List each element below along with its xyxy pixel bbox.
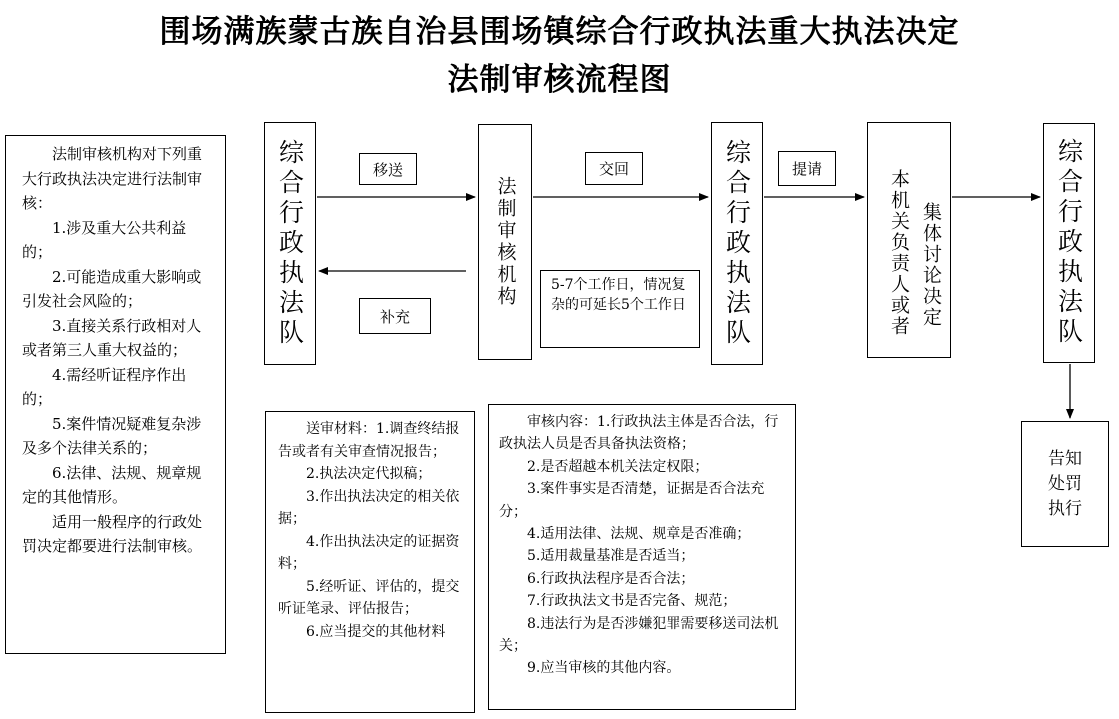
criteria-item: 6.法律、法规、规章规定的其他情形。 <box>22 463 202 506</box>
edge-label-transfer: 移送 <box>359 153 417 185</box>
review-item: 8.违法行为是否涉嫌犯罪需要移送司法机关； <box>499 615 779 655</box>
materials-item: 送审材料：1.调查终结报告或者有关审查情况报告； <box>278 421 460 460</box>
diagram-title-line1: 围场满族蒙古族自治县围场镇综合行政执法重大执法决定 <box>159 14 960 50</box>
review-item: 5.适用裁量基准是否适当； <box>527 548 695 565</box>
review-duration-note: 5-7个工作日，情况复杂的可延长5个工作日 <box>540 270 700 348</box>
leader-decision-col1: 本机关负责人或者 <box>888 169 910 337</box>
notify-label: 告知处罚执行 <box>1048 448 1082 519</box>
node-enforcement-team-1: 综合行政执法队 <box>264 122 316 365</box>
review-item: 2.是否超越本机关法定权限； <box>527 458 709 475</box>
node-enforcement-team-2: 综合行政执法队 <box>711 122 763 365</box>
criteria-item: 法制审核机构对下列重大行政执法决定进行法制审核： <box>22 145 203 212</box>
review-item: 4.适用法律、法规、规章是否准确； <box>527 526 751 543</box>
diagram-title-line2: 法制审核流程图 <box>447 62 672 98</box>
criteria-item: 3.直接关系行政相对人或者第三人重大权益的； <box>22 316 202 359</box>
edge-label-return: 交回 <box>585 152 643 185</box>
submission-materials-box <box>265 411 475 713</box>
materials-item: 4.作出执法决定的证据资料； <box>278 533 460 572</box>
criteria-item: 5.案件情况疑难复杂涉及多个法律关系的； <box>22 414 202 457</box>
edge-label-submit: 提请 <box>778 151 836 186</box>
criteria-item: 1.涉及重大公共利益的； <box>22 218 187 261</box>
criteria-item: 2.可能造成重大影响或引发社会风险的； <box>22 267 202 310</box>
materials-item: 3.作出执法决定的相关依据； <box>278 488 460 527</box>
node-enforcement-team-3: 综合行政执法队 <box>1043 123 1095 363</box>
criteria-item: 4.需经听证程序作出的； <box>22 365 187 408</box>
materials-item: 5.经听证、评估的，提交听证笔录、评估报告； <box>278 578 460 617</box>
node-legal-review-agency: 法制审核机构 <box>478 124 532 360</box>
edge-label-supplement: 补充 <box>359 298 431 334</box>
criteria-item: 适用一般程序的行政处罚决定都要进行法制审核。 <box>22 512 203 555</box>
review-item: 3.案件事实是否清楚，证据是否合法充分； <box>499 481 765 520</box>
review-item: 审核内容：1.行政执法主体是否合法，行政执法人员是否具备执法资格； <box>499 414 779 453</box>
review-content-box <box>488 404 796 710</box>
review-item: 7.行政执法文书是否完备、规范； <box>527 593 737 610</box>
review-item: 6.行政执法程序是否合法； <box>527 570 695 587</box>
leader-decision-col2: 集体讨论决定 <box>920 202 942 328</box>
review-item: 9.应当审核的其他内容。 <box>527 660 681 677</box>
materials-item: 6.应当提交的其他材料 <box>306 623 446 640</box>
materials-item: 2.执法决定代拟稿； <box>306 466 432 482</box>
